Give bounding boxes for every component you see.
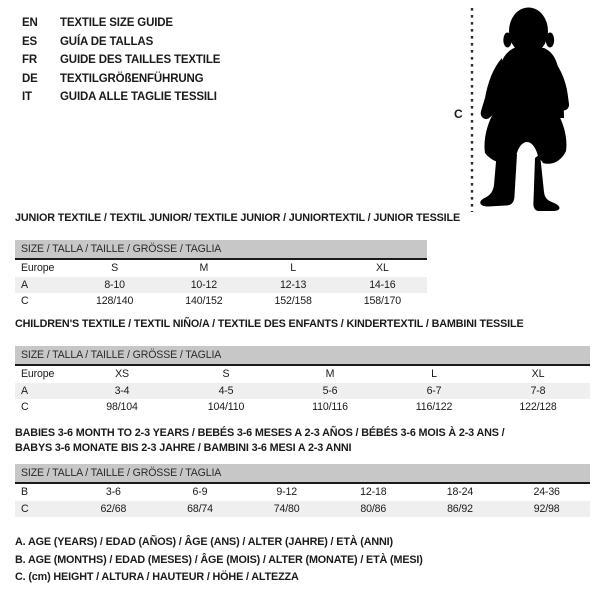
language-code: IT [22,91,32,103]
note-line: C. (cm) HEIGHT / ALTURA / HAUTEUR / HÖHE / ALTEZZA [15,571,299,583]
table-header-band [15,346,590,365]
table-cell: S [222,368,230,381]
toddler-silhouette [480,8,569,212]
table-cell: 86/92 [417,501,504,518]
table-cell: 6-9 [192,486,208,499]
table-cell: 6-7 [382,383,486,400]
table-cell: 24-36 [533,486,560,499]
table-cell: 116/122 [415,401,453,414]
language-code: FR [22,54,38,66]
table-cell: 12-18 [360,486,387,499]
babies-textile-section [15,426,590,517]
table-cell: 5-6 [278,383,382,400]
children-textile-section [15,317,590,416]
table-cell: M [325,368,335,381]
table-header-label: SIZE / TALLA / TAILLE / GRÖSSE / TAGLIA [15,346,590,365]
table-cell: 12-13 [249,277,338,294]
table-header-label: SIZE / TALLA / TAILLE / GRÖSSE / TAGLIA [15,464,590,483]
language-title: GUÍA DE TALLAS [60,35,154,48]
table-cell: 7-8 [486,383,590,400]
language-title: GUIDA ALLE TAGLIE TESSILI [60,91,217,103]
language-code: EN [22,17,38,29]
note-line: A. AGE (YEARS) / EDAD (AÑOS) / ÂGE (ANS) / ALTER (JAHRE) / ETÀ (ANNI) [15,536,393,548]
language-row [22,14,220,33]
table-cell: 80/86 [330,501,417,518]
row-label: C [21,401,29,414]
size-figure [440,0,600,220]
row-label: Europe [21,368,55,381]
table-cell: L [431,368,437,381]
table-cell: 14-16 [338,277,427,294]
table-header-band [15,240,427,259]
table-title-line: CHILDREN'S TEXTILE / TEXTIL NIÑO/A / TEXTILE DES ENFANTS / KINDERTEXTIL / BAMBINI TESSILE [15,318,524,330]
table-cell: 8-10 [70,277,159,294]
table-cell: 104/110 [207,401,245,414]
table-row [15,383,590,400]
table-header-band [15,464,590,483]
table-row [15,259,427,277]
table-cell: 140/152 [185,295,223,308]
junior-textile-section [15,211,460,310]
baby-silhouette-graphic [440,0,600,220]
measurement-notes [15,534,423,587]
row-label: C [15,501,70,518]
table-row [15,501,590,518]
table-cell: M [199,262,209,275]
table-cell: XL [531,368,545,381]
table-row [15,483,590,501]
row-label: C [21,295,29,308]
table-cell: 158/170 [363,295,401,308]
language-code: ES [22,35,38,48]
table-title-line: JUNIOR TEXTILE / TEXTIL JUNIOR/ TEXTILE JUNIOR / JUNIORTEXTIL / JUNIOR TESSILE [15,212,461,224]
table-cell: 68/74 [157,501,244,518]
table-cell: 10-12 [159,277,248,294]
table-cell: 122/128 [519,401,557,414]
table-cell: 92/98 [503,501,590,518]
table-cell: 9-12 [276,486,297,499]
table-row [15,399,590,416]
table-row [15,365,590,383]
table-cell: 74/80 [243,501,330,518]
table-cell: 3-4 [70,383,174,400]
table-cell: S [111,262,119,275]
table-cell: 18-24 [446,486,474,499]
language-row [22,51,220,70]
table-title-line: BABIES 3-6 MONTH TO 2-3 YEARS / BEBÉS 3-6 MESES A 2-3 AÑOS / BÉBÉS 3-6 MOIS À 2-3 ANS / [15,427,505,439]
language-row [22,70,220,89]
language-title: GUIDE DES TAILLES TEXTILE [60,54,221,66]
table-cell: L [290,262,296,275]
table-cell: 3-6 [105,486,121,499]
language-row [22,88,220,107]
table-row [15,277,427,294]
row-label: Europe [21,262,55,275]
language-title: TEXTILGRÖßENFÜHRUNG [60,72,204,85]
table-cell: 128/140 [96,295,134,308]
table-row [15,293,427,310]
row-label: A [15,277,70,294]
language-title-list [22,14,220,107]
size-table-babies [15,464,590,517]
table-cell: 98/104 [106,401,138,414]
table-cell: 152/158 [274,295,312,308]
language-code: DE [22,72,38,85]
language-row [22,33,220,52]
note-line: B. AGE (MONTHS) / EDAD (MESES) / ÂGE (MOIS) / ALTER (MONATE) / ETÀ (MESI) [15,553,423,566]
table-title-junior [15,211,460,226]
table-title-babies [15,426,590,456]
table-header-label: SIZE / TALLA / TAILLE / GRÖSSE / TAGLIA [15,240,427,259]
language-title: TEXTILE SIZE GUIDE [60,17,173,29]
table-cell: 62/68 [70,501,157,518]
size-table-children [15,346,590,416]
table-cell: XL [376,262,389,275]
size-table-junior [15,240,427,310]
table-cell: XS [115,368,129,381]
table-title-line: BABYS 3-6 MONATE BIS 2-3 JAHRE / BAMBINI 3-6 MESI A 2-3 ANNI [15,442,352,454]
table-title-children [15,317,590,332]
table-cell: 110/116 [312,401,348,414]
row-label: A [15,383,70,400]
table-cell: 4-5 [174,383,278,400]
figure-measure-label: C [454,107,463,121]
row-label: B [21,486,28,499]
